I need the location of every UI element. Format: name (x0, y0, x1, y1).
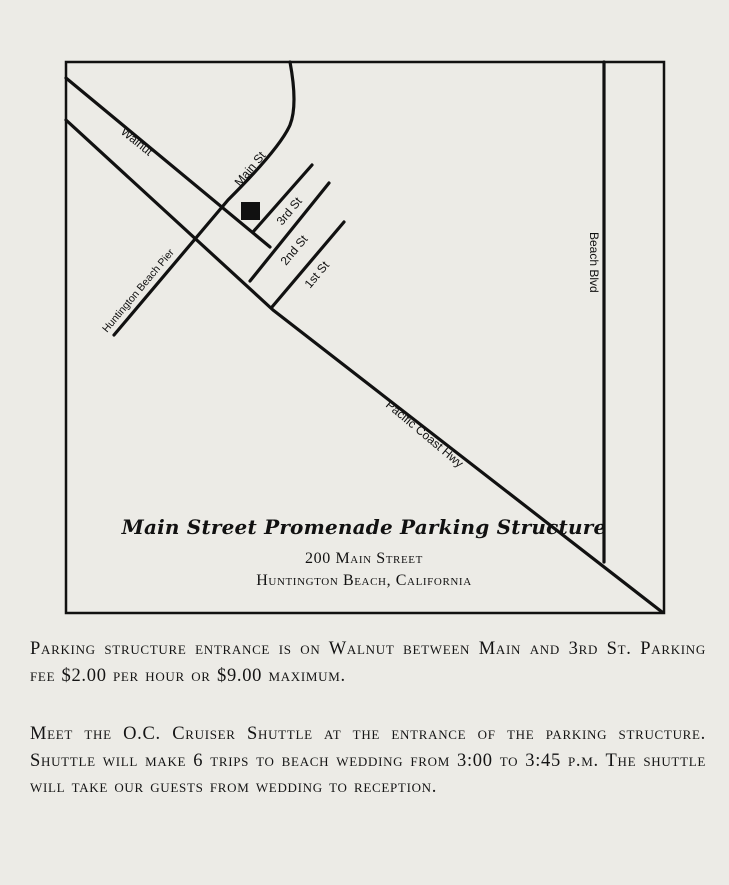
address-line-2: Huntington Beach, California (256, 572, 472, 589)
shuttle-note: Meet the O.C. Cruiser Shuttle at the entrance of the parking structure. Shuttle will make 6 trips to beach wedding from 3:00 to 3:45 p.m. The shuttle will take our guests from wedding to reception. (30, 724, 706, 797)
parking-structure-square-icon (241, 202, 260, 220)
pier-label: Huntington Beach Pier (100, 246, 177, 335)
main-st-label: Main St (231, 148, 269, 189)
beach-blvd-label: Beach Blvd (587, 232, 601, 293)
third-st-label: 3rd St (273, 194, 305, 228)
second-st-label: 2nd St (277, 232, 311, 268)
address-line-1: 200 Main Street (305, 550, 423, 567)
road-walnut (66, 78, 270, 247)
parking-note: Parking structure entrance is on Walnut between Main and 3rd St. Parking fee $2.00 per hour or $9.00 maximum. (30, 639, 706, 686)
first-st-label: 1st St (301, 258, 333, 291)
pch-label: Pacific Coast Hwy (383, 397, 467, 471)
map-title: Main Street Promenade Parking Structure (121, 515, 607, 539)
walnut-label: Walnut (118, 124, 156, 159)
